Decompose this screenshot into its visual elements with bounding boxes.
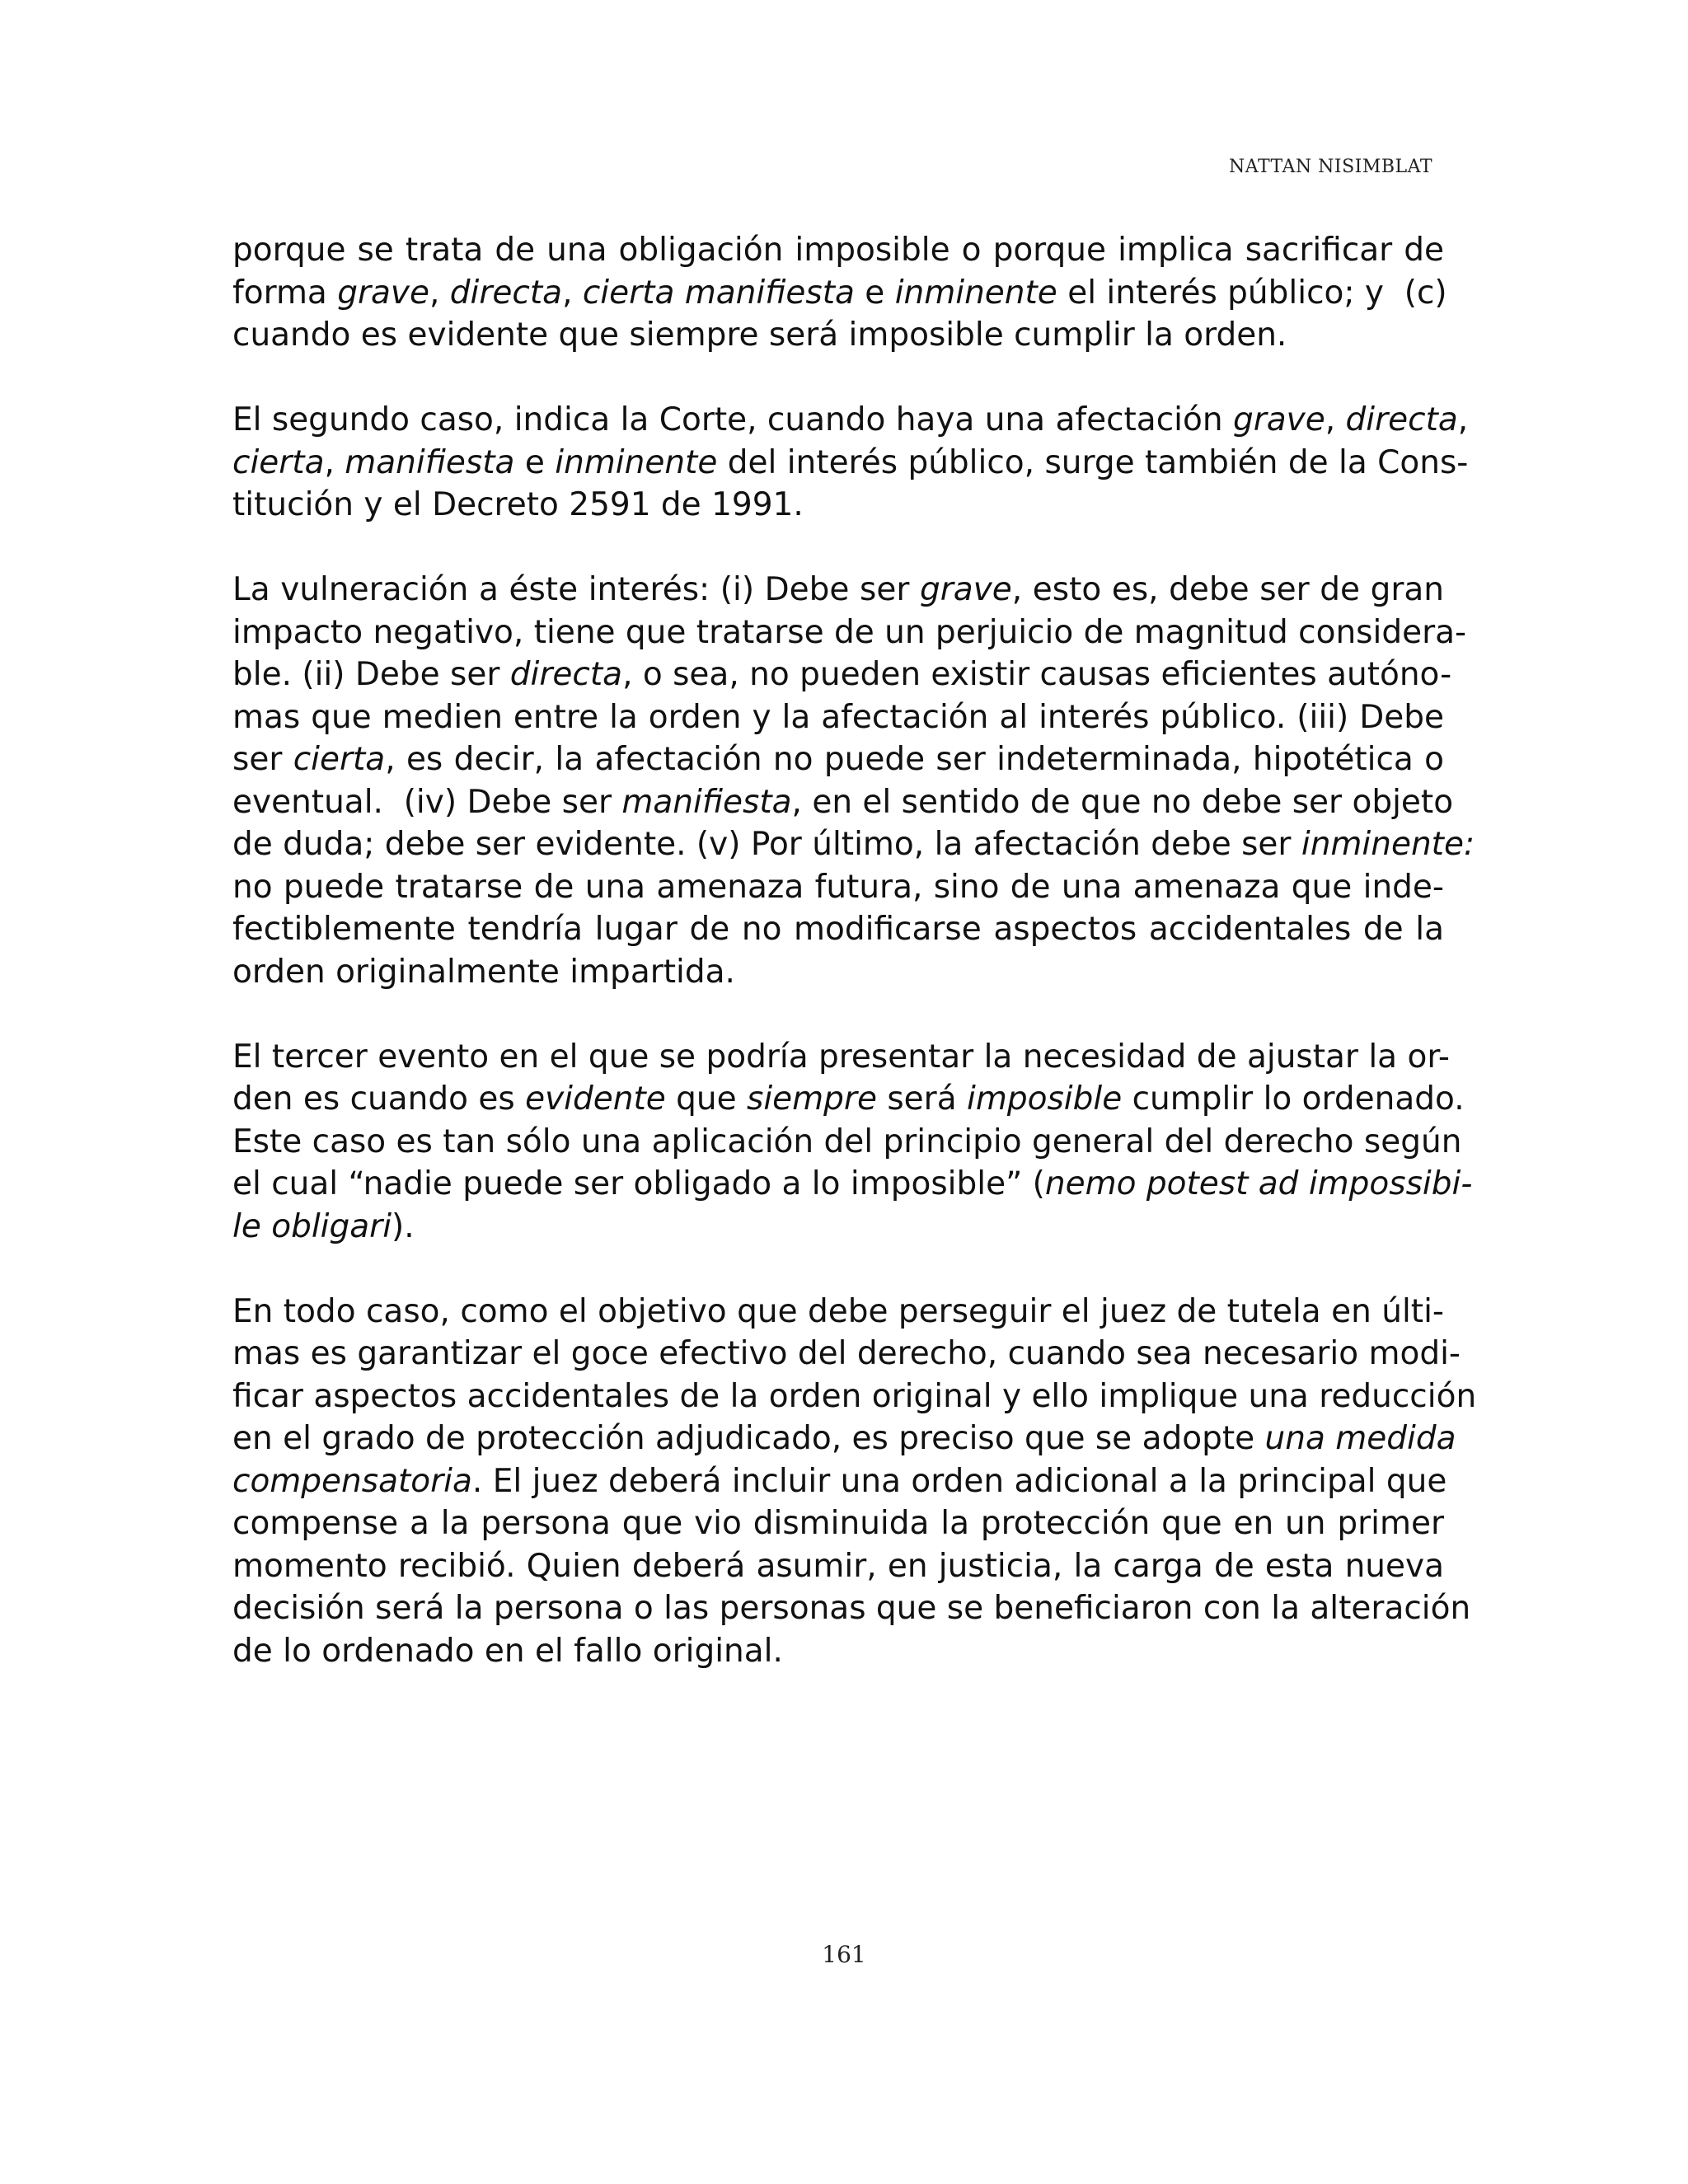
text-line: decisión será la persona o las personas que se beneficiaron con la alteración	[232, 1590, 1471, 1627]
text-line: de lo ordenado en el fallo original.	[232, 1632, 783, 1670]
paragraph	[232, 229, 1447, 357]
running-head-author: NATTAN NISIMBLAT	[1229, 157, 1432, 177]
body-text	[232, 229, 1477, 1715]
text-line: titución y el Decreto 2591 de 1991.	[232, 486, 804, 523]
paragraph	[232, 569, 1475, 993]
text-line: den es cuando es evidente que siempre será imposible cumplir lo ordenado.	[232, 1080, 1465, 1118]
text-line: compensatoria. El juez deberá incluir una orden adicional a la principal que	[232, 1462, 1447, 1500]
paragraph	[232, 1291, 1477, 1673]
text-line: cierta, manifiesta e inminente del interés público, surge también de la Cons-	[232, 443, 1469, 481]
text-line: compense a la persona que vio disminuida la protección que en un primer	[232, 1505, 1444, 1542]
text-line: porque se trata de una obligación imposible o porque implica sacrificar de	[232, 232, 1444, 269]
page-number: 161	[822, 1941, 866, 1968]
text-line: cuando es evidente que siempre será imposible cumplir la orden.	[232, 316, 1287, 354]
text-line: ficar aspectos accidentales de la orden original y ello implique una reducción	[232, 1377, 1477, 1415]
text-line: eventual. (iv) Debe ser manifiesta, en el sentido de que no debe ser objeto	[232, 783, 1454, 821]
text-line: El segundo caso, indica la Corte, cuando haya una afectación grave, directa,	[232, 401, 1469, 438]
text-line: el cual “nadie puede ser obligado a lo imposible” (nemo potest ad impossibi-	[232, 1165, 1473, 1202]
text-line: ser cierta, es decir, la afectación no puede ser indeterminada, hipotética o	[232, 741, 1444, 778]
text-line: forma grave, directa, cierta manifiesta e inminente el interés público; y (c)	[232, 274, 1447, 312]
text-line: le obligari).	[232, 1207, 415, 1245]
text-line: Este caso es tan sólo una aplicación del principio general del derecho según	[232, 1122, 1462, 1160]
paragraph	[232, 1036, 1473, 1249]
text-line: El tercer evento en el que se podría presentar la necesidad de ajustar la or-	[232, 1038, 1450, 1076]
text-line: impacto negativo, tiene que tratarse de un perjuicio de magnitud considera-	[232, 613, 1467, 651]
text-line: en el grado de protección adjudicado, es preciso que se adopte una medida	[232, 1420, 1456, 1457]
text-line: ble. (ii) Debe ser directa, o sea, no pueden existir causas eficientes autóno-	[232, 656, 1452, 693]
text-line: momento recibió. Quien deberá asumir, en justicia, la carga de esta nueva	[232, 1547, 1444, 1585]
text-line: orden originalmente impartida.	[232, 953, 735, 991]
paragraph	[232, 399, 1469, 527]
text-line: La vulneración a éste interés: (i) Debe ser grave, esto es, debe ser de gran	[232, 571, 1444, 608]
text-line: mas es garantizar el goce efectivo del derecho, cuando sea necesario modi-	[232, 1335, 1461, 1372]
text-line: de duda; debe ser evidente. (v) Por último, la afectación debe ser inminente:	[232, 826, 1475, 863]
text-line: En todo caso, como el objetivo que debe perseguir el juez de tutela en últi-	[232, 1292, 1444, 1330]
text-line: mas que medien entre la orden y la afectación al interés público. (iii) Debe	[232, 698, 1444, 736]
text-line: no puede tratarse de una amenaza futura, sino de una amenaza que inde-	[232, 868, 1444, 906]
text-line: fectiblemente tendría lugar de no modificarse aspectos accidentales de la	[232, 911, 1444, 948]
